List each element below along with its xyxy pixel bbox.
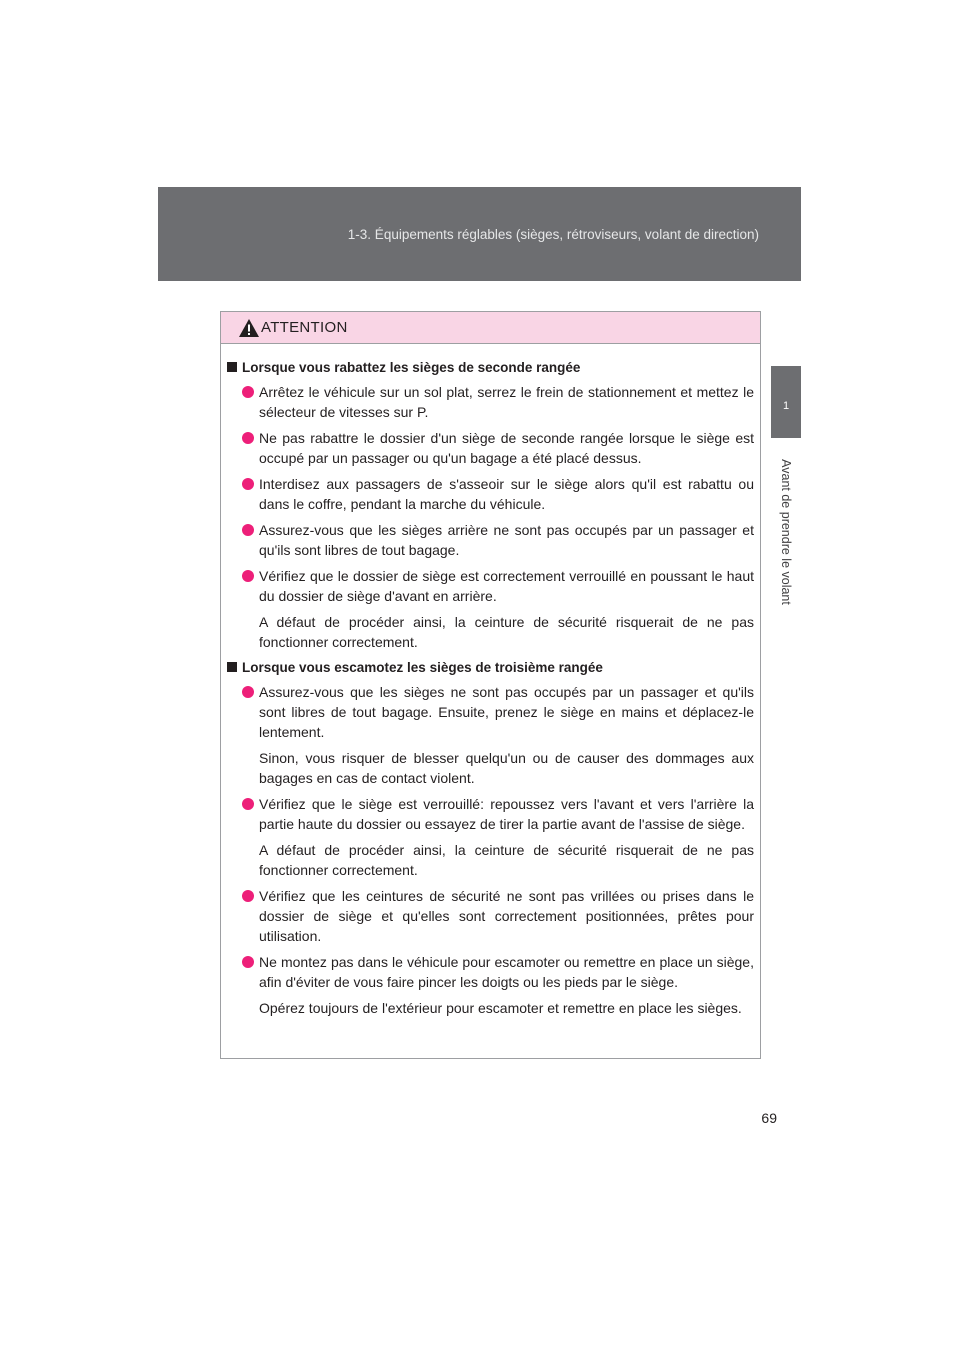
list-item [227,682,754,742]
list-item-text: Vérifiez que le siège est verrouillé: repoussez vers l'avant et vers l'arrière la partie haute du dossier ou essayez de tirer la partie avant de l'assise de siège. [259,796,754,832]
side-tab-label-wrap [769,448,803,616]
list-item-text: Ne pas rabattre le dossier d'un siège de seconde rangée lorsque le siège est occupé par un passager ou qu'un bagage a été placé dessus. [259,430,754,466]
list-item [227,382,754,422]
list-item-text: Vérifiez que le dossier de siège est correctement verrouillé en poussant le haut du dossier de siège d'avant en arrière. [259,568,754,604]
page-number: 69 [761,1110,777,1126]
bullet-dot-icon [242,432,254,444]
list-item-text: Interdisez aux passagers de s'asseoir sur le siège alors qu'il est rabattu ou dans le coffre, pendant la marche du véhicule. [259,476,754,512]
warning-triangle-icon [238,318,260,338]
warning-box [220,311,761,1059]
list-item [227,886,754,946]
bullet-dot-icon [242,386,254,398]
list-item [227,474,754,514]
warning-body [221,344,760,1018]
list-item [227,794,754,834]
warning-header [221,312,760,344]
list-item-text: Assurez-vous que les sièges arrière ne sont pas occupés par un passager et qu'ils sont libres de tout bagage. [259,522,754,558]
list-item-text: Vérifiez que les ceintures de sécurité ne sont pas vrillées ou prises dans le dossier de siège et qu'elles sont correctement positionnées, prêtes pour utilisation. [259,888,754,944]
bullet-dot-icon [242,478,254,490]
section-title-text: Lorsque vous escamotez les sièges de troisième rangée [242,660,603,675]
bullet-dot-icon [242,798,254,810]
bullet-dot-icon [242,956,254,968]
list-item-text: Ne montez pas dans le véhicule pour escamoter ou remettre en place un siège, afin d'éviter de vous faire pincer les doigts ou les pieds par le siège. [259,954,754,990]
warning-title: ATTENTION [261,319,348,336]
section-title-text: Lorsque vous rabattez les sièges de seconde rangée [242,360,581,375]
side-tab-number: 1 [782,400,790,412]
list-item [227,428,754,468]
side-tab-label: Avant de prendre le volant [779,459,793,605]
list-item [227,520,754,560]
list-item-note: Sinon, vous risquer de blesser quelqu'un ou de causer des dommages aux bagages en cas de contact violent. [259,750,754,786]
list-item-text: Arrêtez le véhicule sur un sol plat, serrez le frein de stationnement et mettez le sélecteur de vitesses sur P. [259,384,754,420]
section-title [227,358,754,378]
square-bullet-icon [227,662,237,672]
header-title: 1-3. Équipements réglables (sièges, rétroviseurs, volant de direction) [347,227,759,242]
list-item-note: Opérez toujours de l'extérieur pour escamoter et remettre en place les sièges. [259,1000,742,1016]
list-item [227,566,754,606]
side-tab [771,366,801,438]
list-item [227,952,754,992]
list-item-text: Assurez-vous que les sièges ne sont pas occupés par un passager et qu'ils sont libres de tout bagage. Ensuite, prenez le siège en mains et déplacez-le lentement. [259,684,754,740]
section-title [227,658,754,678]
square-bullet-icon [227,362,237,372]
list-item-note: A défaut de procéder ainsi, la ceinture de sécurité risquerait de ne pas fonctionner correctement. [259,842,754,878]
bullet-dot-icon [242,524,254,536]
bullet-dot-icon [242,686,254,698]
bullet-dot-icon [242,570,254,582]
header-bar [158,187,801,281]
bullet-dot-icon [242,890,254,902]
list-item-note: A défaut de procéder ainsi, la ceinture de sécurité risquerait de ne pas fonctionner correctement. [259,614,754,650]
